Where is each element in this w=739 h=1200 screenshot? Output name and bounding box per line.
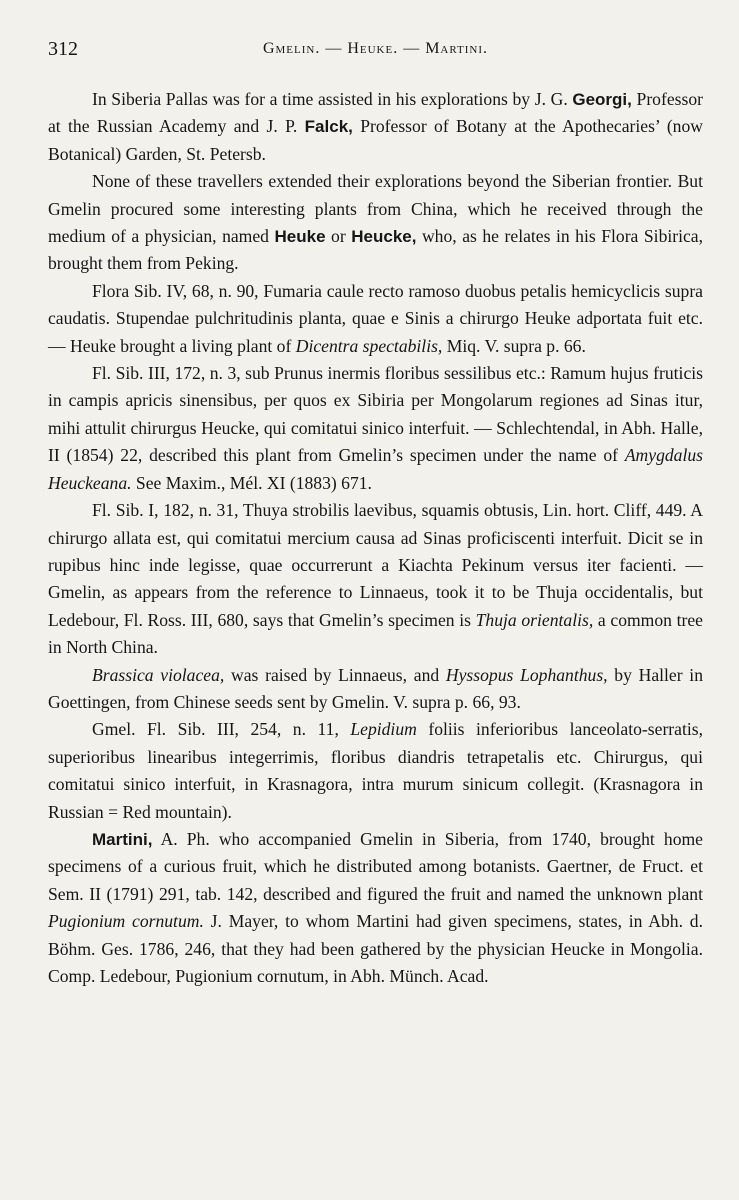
page-number: 312: [48, 38, 78, 60]
paragraph-prunus: Fl. Sib. III, 172, n. 3, sub Prunus inermis floribus sessilibus etc.: Ramum hujus fruticis in campis apricis sinensibus, per quos ex Sibiria per Mongolarum regiones ad Sinas itur, mihi attulit chirurgus Heucke, qui comitatui sinico interfuit. — Schlechtendal, in Abh. Halle, II (1854) 22, described this plant from Gmelin’s specimen under the name of Amygdalus Heuckeana. See Maxim., Mél. XI (1883) 671.: [48, 363, 703, 493]
running-head: Gmelin. — Heuke. — Martini.: [262, 40, 489, 57]
paragraph-thuya: Fl. Sib. I, 182, n. 31, Thuya strobilis laevibus, squamis obtusis, Lin. hort. Cliff, 449. A chirurgo allata est, qui comitatui mercium causa ad Sinas proficiscenti interfuit. Dicit se in rupibus hinc inde legisse, quae occurrerunt a Kiachta Pekinum versus iter facienti. — Gmelin, as appears from the reference to Linnaeus, took it to be Thuja occidentalis, but Ledebour, Fl. Ross. III, 680, says that Gmelin’s specimen is Thuja orientalis, a common tree in North China.: [48, 500, 703, 658]
page-body: [48, 86, 703, 990]
paragraph-brassica: Brassica violacea, was raised by Linnaeus, and Hyssopus Lophanthus, by Haller in Goettingen, from Chinese seeds sent by Gmelin. V. supra p. 66, 93.: [48, 664, 703, 712]
paragraph-lepidium: Gmel. Fl. Sib. III, 254, n. 11, Lepidium foliis inferioribus lanceolato-serratis, superioribus linearibus integerrimis, floribus diandris tetrapetalis etc. Chirurgus, qui comitatui sinico interfuit, in Krasnagora, intra murum sinicum collegit. (Krasnagora in Russian = Red mountain).: [48, 719, 703, 822]
paragraph-fumaria: Flora Sib. IV, 68, n. 90, Fumaria caule recto ramoso duobus petalis hemicyclicis supra caudatis. Stupendae pulchritudinis planta, quae e Sinis a chirurgo Heuke adportata fuit etc. — Heuke brought a living plant of Dicentra spectabilis, Miq. V. supra p. 66.: [48, 280, 703, 356]
paragraph-heuke: None of these travellers extended their explorations beyond the Siberian frontier. But Gmelin procured some interesting plants from China, which he received through the medium of a physician, named Heuke or Heucke, who, as he relates in his Flora Sibirica, brought them from Peking.: [48, 171, 704, 274]
paragraph-martini: Martini, A. Ph. who accompanied Gmelin in Siberia, from 1740, brought home specimens of a curious fruit, which he distributed among botanists. Gaertner, de Fruct. et Sem. II (1791) 291, tab. 142, described and figured the fruit and named the unknown plant Pugionium cornutum. J. Mayer, to whom Martini had given specimens, states, in Abh. d. Böhm. Ges. 1786, 246, that they had been gathered by the physician Heucke in Mongolia. Comp. Ledebour, Pugionium cornutum, in Abh. Münch. Acad.: [48, 828, 703, 986]
page-header: [48, 38, 703, 66]
paragraph-pallas: In Siberia Pallas was for a time assisted in his explorations by J. G. Georgi, Professor at the Russian Academy and J. P. Falck, Professor of Botany at the Apothecaries’ (now Botanical) Garden, St. Petersb.: [48, 89, 703, 164]
